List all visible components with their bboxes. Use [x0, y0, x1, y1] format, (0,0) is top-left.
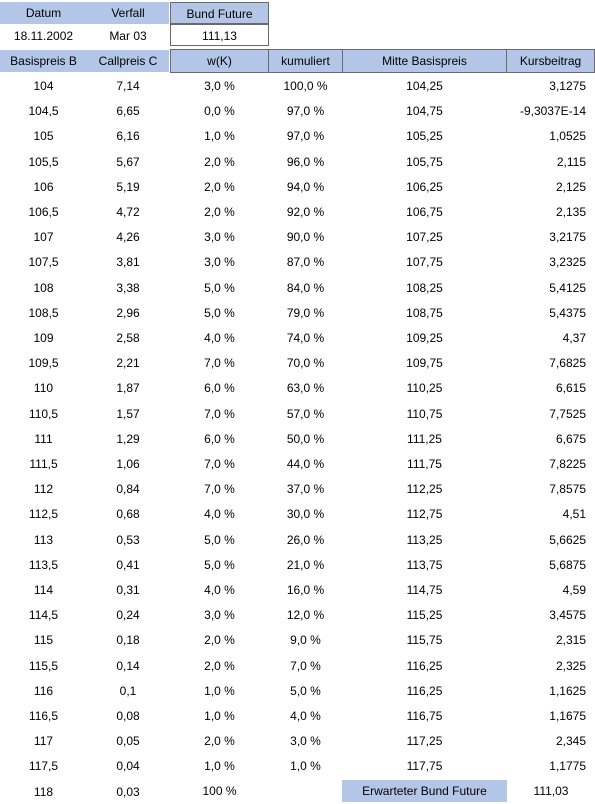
cell-wk: 4,0 %: [204, 583, 235, 597]
cell-wk: 1,0 %: [204, 129, 235, 144]
expected-bund-future-value: 111,03: [533, 784, 569, 798]
cell-mitte-basispreis: 107,25: [406, 230, 443, 245]
cell-mitte-basispreis: 104,25: [406, 79, 443, 93]
cell-mitte-basispreis: 106,75: [406, 205, 443, 219]
cell-callpreis: 5,19: [116, 179, 140, 194]
cell-mitte-basispreis: 116,75: [406, 709, 443, 723]
verfall-label: Verfall: [87, 2, 169, 24]
cell-kumuliert: 44,0 %: [286, 457, 325, 471]
cell-kursbeitrag: 7,6825: [549, 356, 586, 371]
cell-kursbeitrag: 1,1625: [549, 683, 586, 698]
cell-kursbeitrag: 1,1775: [549, 759, 586, 774]
cell-kursbeitrag: 3,2325: [549, 255, 586, 270]
cell-basispreis: 115: [33, 633, 54, 648]
cell-callpreis: 7,14: [116, 79, 140, 93]
cell-basispreis: 105: [33, 129, 54, 144]
cell-mitte-basispreis: 116,25: [406, 658, 443, 673]
cell-wk: 7,0 %: [204, 457, 235, 471]
cell-wk: 3,0 %: [204, 608, 235, 623]
cell-callpreis: 0,53: [116, 532, 140, 547]
cell-wk: 5,0 %: [204, 532, 235, 547]
cell-basispreis: 105,5: [28, 154, 59, 169]
cell-kumuliert: 100,0 %: [283, 79, 328, 93]
cell-kumuliert: 87,0 %: [286, 255, 325, 270]
verfall-value: Mar 03: [109, 29, 147, 43]
cell-basispreis: 106,5: [28, 205, 59, 219]
cell-callpreis: 4,26: [116, 230, 140, 245]
col-header-wk: w(K): [170, 49, 269, 73]
cell-wk: 2,0 %: [204, 658, 235, 673]
cell-wk: 2,0 %: [204, 179, 235, 194]
cell-wk: 5,0 %: [204, 557, 235, 572]
col-header-kumuliert: kumuliert: [269, 49, 342, 73]
cell-basispreis: 107,5: [28, 255, 59, 270]
cell-mitte-basispreis: 114,75: [406, 583, 443, 597]
cell-kumuliert: 30,0 %: [286, 507, 325, 522]
expected-bund-future-label: Erwarteter Bund Future: [342, 780, 507, 802]
cell-mitte-basispreis: 110,75: [406, 406, 443, 421]
cell-kursbeitrag: 7,8225: [549, 457, 586, 471]
cell-wk: 6,0 %: [204, 431, 235, 446]
cell-mitte-basispreis: 117,75: [406, 759, 443, 774]
cell-kursbeitrag: 5,6875: [549, 557, 586, 572]
cell-basispreis: 118: [33, 784, 54, 799]
cell-mitte-basispreis: 107,75: [406, 255, 443, 270]
cell-wk: 0,0 %: [204, 104, 235, 119]
cell-wk: 5,0 %: [204, 305, 235, 320]
cell-kumuliert: 63,0 %: [286, 381, 325, 396]
cell-basispreis: 117: [33, 734, 54, 749]
cell-kumuliert: 96,0 %: [286, 154, 325, 169]
cell-kumuliert: 26,0 %: [286, 532, 325, 547]
cell-kumuliert: 50,0 %: [286, 431, 325, 446]
cell-wk: 3,0 %: [204, 255, 235, 270]
cell-wk: 1,0 %: [204, 709, 235, 723]
cell-wk: 5,0 %: [204, 280, 235, 295]
cell-callpreis: 0,68: [116, 507, 140, 522]
cell-callpreis: 6,16: [116, 129, 140, 144]
cell-basispreis: 116: [33, 683, 54, 698]
cell-kumuliert: 3,0 %: [290, 734, 321, 749]
col-header-mitte-basispreis: Mitte Basispreis: [342, 49, 507, 73]
cell-basispreis: 112: [33, 482, 54, 497]
cell-mitte-basispreis: 110,25: [406, 381, 443, 396]
cell-callpreis: 4,72: [116, 205, 140, 219]
cell-kumuliert: 7,0 %: [290, 658, 321, 673]
cell-wk: 7,0 %: [204, 406, 235, 421]
cell-kursbeitrag: 5,4125: [549, 280, 586, 295]
cell-wk: 4,0 %: [204, 507, 235, 522]
cell-kumuliert: 74,0 %: [286, 331, 325, 345]
cell-callpreis: 2,21: [116, 356, 140, 371]
cell-basispreis: 114,5: [28, 608, 59, 623]
cell-kursbeitrag: 4,37: [562, 331, 586, 345]
cell-callpreis: 0,84: [116, 482, 140, 497]
cell-wk: 1,0 %: [204, 683, 235, 698]
cell-mitte-basispreis: 116,25: [406, 683, 443, 698]
cell-wk: 7,0 %: [204, 482, 235, 497]
cell-callpreis: 1,87: [116, 381, 140, 396]
cell-callpreis: 0,31: [116, 583, 140, 597]
cell-kursbeitrag: 3,1275: [549, 79, 586, 93]
cell-kursbeitrag: 7,8575: [549, 482, 586, 497]
cell-kumuliert: 84,0 %: [286, 280, 325, 295]
cell-basispreis: 104: [33, 79, 54, 93]
cell-kursbeitrag: 2,115: [556, 154, 586, 169]
cell-callpreis: 3,38: [116, 280, 140, 295]
bund-future-label: Bund Future: [170, 2, 269, 24]
cell-basispreis: 116,5: [28, 709, 59, 723]
cell-basispreis: 110: [33, 381, 54, 396]
cell-basispreis: 104,5: [28, 104, 59, 119]
cell-mitte-basispreis: 104,75: [406, 104, 443, 119]
cell-wk: 2,0 %: [204, 205, 235, 219]
cell-kumuliert: 94,0 %: [286, 179, 325, 194]
cell-callpreis: 0,08: [116, 709, 140, 723]
cell-kursbeitrag: 4,51: [562, 507, 586, 522]
cell-basispreis: 111,5: [29, 457, 58, 471]
cell-callpreis: 1,29: [116, 431, 140, 446]
cell-kursbeitrag: 6,675: [555, 431, 586, 446]
cell-callpreis: 1,57: [116, 406, 140, 421]
cell-basispreis: 109: [33, 331, 54, 345]
cell-kumuliert: 12,0 %: [286, 608, 325, 623]
cell-kumuliert: 90,0 %: [286, 230, 325, 245]
total-weight: 100 %: [202, 784, 237, 798]
bund-future-value: 111,13: [170, 24, 269, 46]
cell-wk: 2,0 %: [204, 734, 235, 749]
cell-kursbeitrag: 2,135: [555, 205, 586, 219]
cell-mitte-basispreis: 105,75: [406, 154, 443, 169]
cell-callpreis: 0,18: [116, 633, 140, 648]
cell-kursbeitrag: 6,615: [555, 381, 586, 396]
cell-kumuliert: 97,0 %: [286, 129, 325, 144]
cell-kumuliert: 92,0 %: [286, 205, 325, 219]
cell-callpreis: 0,03: [116, 784, 140, 799]
cell-wk: 3,0 %: [204, 79, 235, 93]
cell-wk: 4,0 %: [204, 331, 235, 345]
cell-kumuliert: [269, 781, 342, 803]
col-header-callpreis: Callpreis C: [87, 50, 169, 72]
cell-basispreis: 113,5: [28, 557, 59, 572]
cell-basispreis: 112,5: [28, 507, 59, 522]
cell-basispreis: 107: [33, 230, 54, 245]
cell-mitte-basispreis: 112,25: [406, 482, 443, 497]
cell-callpreis: 0,41: [116, 557, 140, 572]
cell-callpreis: 0,14: [116, 658, 140, 673]
cell-callpreis: 2,96: [116, 305, 140, 320]
cell-mitte-basispreis: 106,25: [406, 179, 443, 194]
cell-kursbeitrag: -9,3037E-14: [519, 104, 586, 119]
cell-kursbeitrag: 3,4575: [549, 608, 586, 623]
cell-kursbeitrag: 5,6625: [549, 532, 586, 547]
cell-mitte-basispreis: 113,25: [406, 532, 443, 547]
cell-kumuliert: 97,0 %: [286, 104, 325, 119]
cell-basispreis: 117,5: [28, 759, 59, 774]
cell-kursbeitrag: 5,4375: [549, 305, 586, 320]
cell-kumuliert: 37,0 %: [286, 482, 325, 497]
cell-kumuliert: 9,0 %: [290, 633, 321, 648]
cell-wk: 7,0 %: [204, 356, 235, 371]
cell-mitte-basispreis: 109,75: [406, 356, 443, 371]
cell-mitte-basispreis: 109,25: [406, 331, 443, 345]
cell-mitte-basispreis: 111,25: [407, 431, 442, 446]
cell-kursbeitrag: 2,345: [555, 734, 586, 749]
cell-callpreis: 0,1: [119, 683, 137, 698]
cell-callpreis: 3,81: [116, 255, 140, 270]
cell-kumuliert: 4,0 %: [290, 709, 321, 723]
cell-basispreis: 110,5: [28, 406, 59, 421]
cell-basispreis: 108,5: [28, 305, 59, 320]
cell-mitte-basispreis: 117,25: [406, 734, 443, 749]
cell-mitte-basispreis: 108,25: [406, 280, 443, 295]
cell-mitte-basispreis: 112,75: [406, 507, 443, 522]
cell-kumuliert: 21,0 %: [286, 557, 325, 572]
col-header-basispreis: Basispreis B: [0, 50, 87, 72]
cell-basispreis: 111: [34, 431, 53, 446]
cell-kumuliert: 70,0 %: [286, 356, 325, 371]
cell-basispreis: 106: [33, 179, 54, 194]
cell-callpreis: 2,58: [116, 331, 140, 345]
cell-callpreis: 1,06: [116, 457, 140, 471]
datum-label: Datum: [0, 2, 87, 24]
cell-callpreis: 0,05: [116, 734, 140, 749]
cell-wk: 3,0 %: [204, 230, 235, 245]
cell-kumuliert: 5,0 %: [290, 683, 321, 698]
cell-callpreis: 5,67: [116, 154, 140, 169]
cell-mitte-basispreis: 105,25: [406, 129, 443, 144]
cell-kursbeitrag: 7,7525: [549, 406, 586, 421]
cell-basispreis: 108: [33, 280, 54, 295]
cell-basispreis: 113: [33, 532, 54, 547]
cell-callpreis: 0,04: [116, 759, 140, 774]
cell-kursbeitrag: 3,2175: [549, 230, 586, 245]
cell-kumuliert: 79,0 %: [286, 305, 325, 320]
cell-wk: 1,0 %: [204, 759, 235, 774]
cell-basispreis: 115,5: [28, 658, 59, 673]
cell-callpreis: 0,24: [116, 608, 140, 623]
cell-kursbeitrag: 2,315: [555, 633, 586, 648]
cell-kursbeitrag: 2,325: [555, 658, 586, 673]
col-header-kursbeitrag: Kursbeitrag: [507, 49, 595, 73]
cell-wk: 2,0 %: [204, 633, 235, 648]
cell-wk: 2,0 %: [204, 154, 235, 169]
cell-kumuliert: 16,0 %: [286, 583, 325, 597]
cell-wk: 6,0 %: [204, 381, 235, 396]
cell-mitte-basispreis: 108,75: [406, 305, 443, 320]
cell-kursbeitrag: 1,1675: [549, 709, 586, 723]
cell-basispreis: 114: [33, 583, 54, 597]
cell-callpreis: 6,65: [116, 104, 140, 119]
cell-mitte-basispreis: 111,75: [407, 457, 442, 471]
cell-kursbeitrag: 4,59: [562, 583, 586, 597]
cell-kursbeitrag: 2,125: [555, 179, 586, 194]
cell-mitte-basispreis: 115,75: [406, 633, 443, 648]
cell-mitte-basispreis: 115,25: [406, 608, 443, 623]
cell-kumuliert: 1,0 %: [290, 759, 321, 774]
datum-value: 18.11.2002: [13, 29, 74, 43]
cell-kursbeitrag: 1,0525: [549, 129, 586, 144]
cell-basispreis: 109,5: [28, 356, 59, 371]
cell-kumuliert: 57,0 %: [286, 406, 325, 421]
cell-mitte-basispreis: 113,75: [406, 557, 443, 572]
